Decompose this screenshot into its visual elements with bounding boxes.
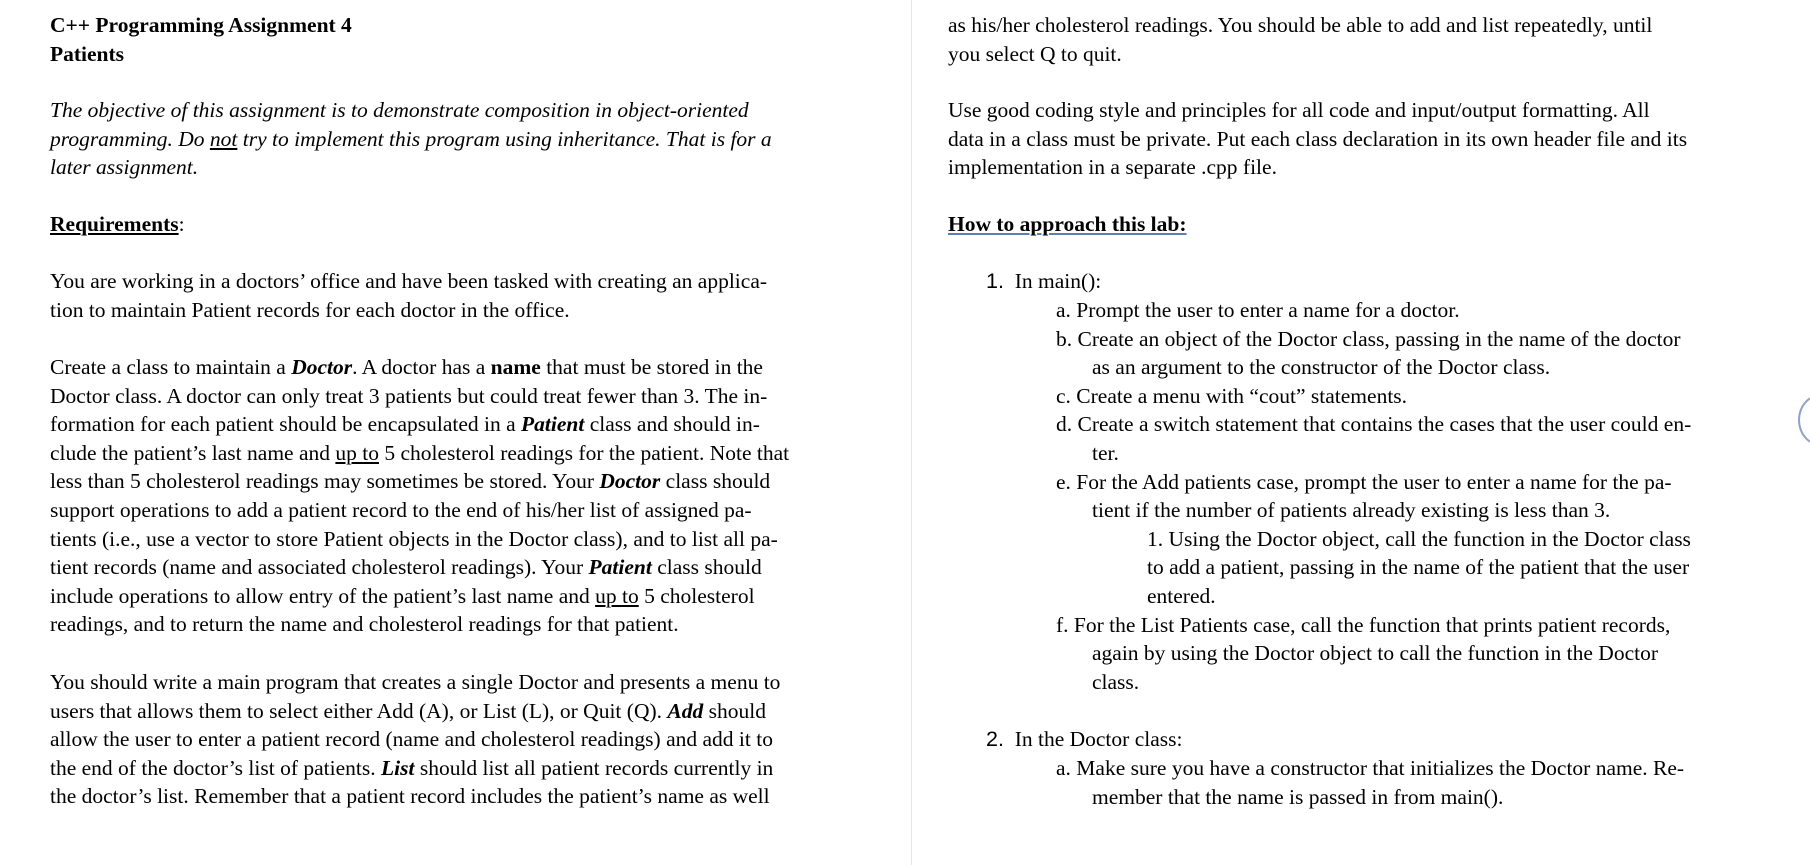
intro-paragraph: You are working in a doctors’ office and have been tasked with creating an applica- tion to maintain Patient records for each doctor in the office. [50, 269, 768, 322]
page-divider [911, 0, 912, 865]
objective-paragraph: The objective of this assignment is to demonstrate composition in object-oriented programming. Do not try to implement this program using inheritance. That is for a later assignment. [50, 98, 772, 180]
assignment-title: C++ Programming Assignment 4 Patients [50, 11, 352, 68]
requirements-heading: Requirements: [50, 212, 185, 236]
assignment-subtitle: Patients [50, 41, 125, 66]
step-2: 2. In the Doctor class: [986, 727, 1183, 751]
step-1-items: a. Prompt the user to enter a name for a doctor. b. Create an object of the Doctor class, passing in the name of the doctor as an argument to the constructor of the Doctor class. c. Create a menu with “cout” statements. d. Create a switch statement that contains the cases that the user could en- ter. e. For the Add patients case, prompt the user to enter a name for the pa- tient if the number of patients already existing is less than 3. 1. Using the Doctor object, call the function in the Doctor class to add a patient, passing in the name of the patient that the user entered. f. For the List Patients case, call the function that prints patient records, again by using the Doctor object to call the function in the Doctor class. [1056, 298, 1692, 694]
doctor-class-paragraph: Create a class to maintain a Doctor. A doctor has a name that must be stored in the Doctor class. A doctor can only treat 3 patients but could treat fewer than 3. The in- formation for each patient should be encapsulated in a Patient class and should in- clude the patient’s last name and up to 5 cholesterol readings for the patient. Note that less than 5 cholesterol readings may sometimes be stored. Your Doctor class should support operations to add a patient record to the end of his/her list of assigned pa- tients (i.e., use a vector to store Patient objects in the Doctor class), and to list all pa- tient records (name and associated cholesterol readings). Your Patient class should include operations to allow entry of the patient’s last name and up to 5 cholesterol readings, and to return the name and cholesterol readings for that patient. [50, 355, 790, 637]
step-1: 1. In main(): [986, 269, 1102, 293]
approach-heading: How to approach this lab: [948, 212, 1187, 236]
coding-style-paragraph: Use good coding style and principles for all code and input/output formatting. All data in a class must be private. Put each class declaration in its own header file and its implementation in a separate .cpp file. [948, 98, 1688, 180]
main-program-paragraph: You should write a main program that creates a single Doctor and presents a menu to users that allows them to select either Add (A), or List (L), or Quit (Q). Add should allow the user to enter a patient record (name and cholesterol readings) and add it to the end of the doctor’s list of patients. List should list all patient records currently in the doctor’s list. Remember that a patient record includes the patient’s name as well [50, 670, 781, 809]
continued-paragraph: as his/her cholesterol readings. You should be able to add and list repeatedly, until you select Q to quit. [948, 13, 1653, 66]
step-2-items: a. Make sure you have a constructor that initializes the Doctor name. Re- member that the name is passed in from main(). [1056, 756, 1685, 809]
right-page [914, 0, 1810, 865]
